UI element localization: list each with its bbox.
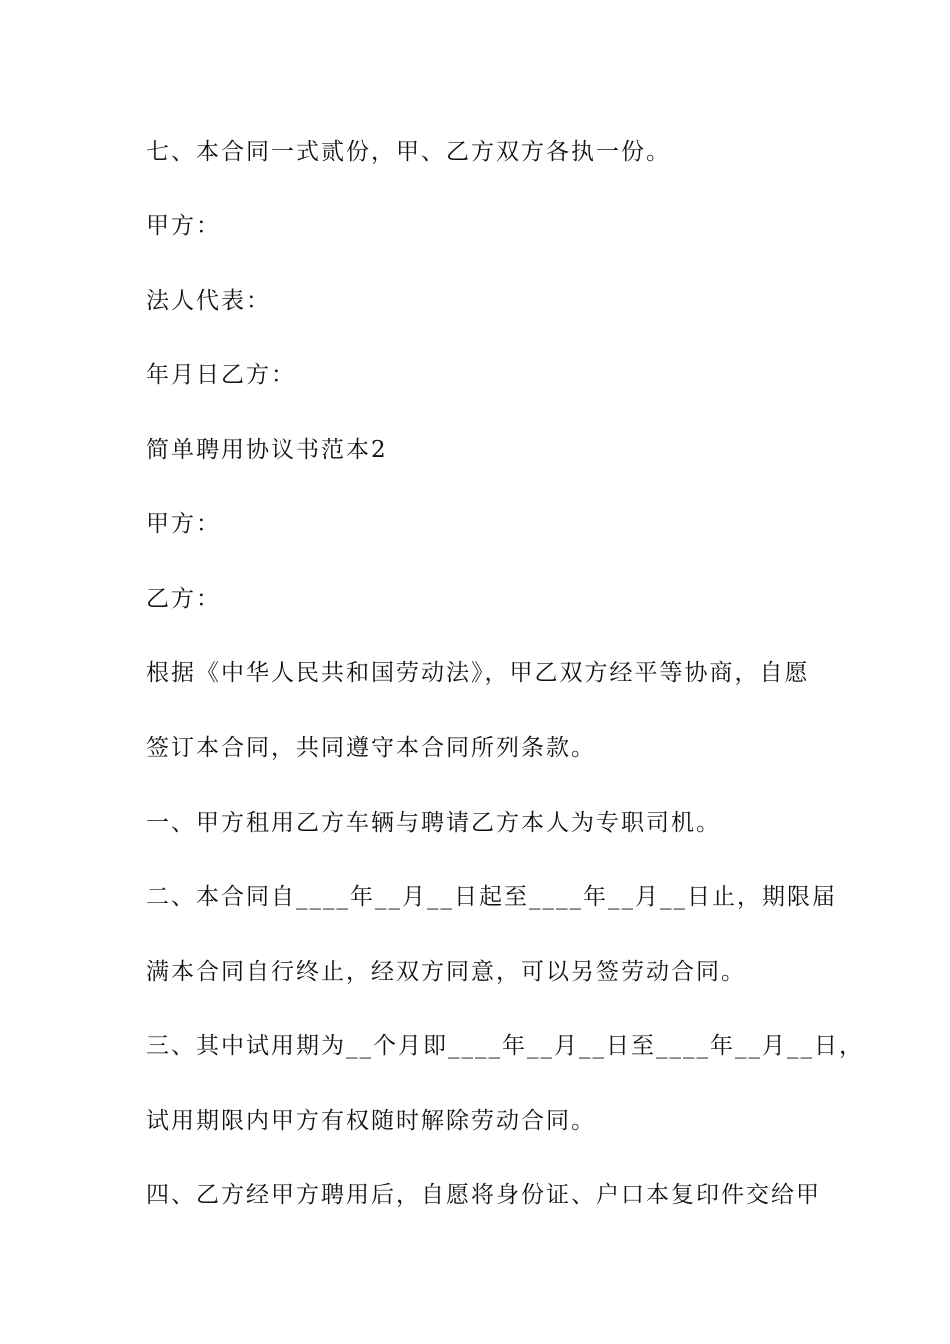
clause-two-line-2: 满本合同自行终止，经双方同意，可以另签劳动合同。 — [146, 959, 746, 985]
preamble-line-2: 签订本合同，共同遵守本合同所列条款。 — [146, 735, 596, 761]
section-title: 简单聘用协议书范本2 — [146, 437, 388, 463]
clause-one: 一、甲方租用乙方车辆与聘请乙方本人为专职司机。 — [146, 810, 721, 836]
party-a-label: 甲方： — [146, 213, 221, 239]
date-party-b-label: 年月日乙方： — [146, 362, 296, 388]
clause-two-line-1: 二、本合同自____年__月__日起至____年__月__日止，期限届 — [146, 884, 837, 910]
preamble-line-1: 根据《中华人民共和国劳动法》，甲乙双方经平等协商，自愿 — [146, 660, 810, 686]
clause-three-line-1: 三、其中试用期为__个月即____年__月__日至____年__月__日， — [146, 1033, 864, 1059]
party-a-label-2: 甲方： — [146, 511, 221, 537]
legal-representative-label: 法人代表： — [146, 288, 271, 314]
clause-four-line-1: 四、乙方经甲方聘用后，自愿将身份证、户口本复印件交给甲 — [146, 1182, 821, 1208]
party-b-label: 乙方： — [146, 586, 221, 612]
clause-seven: 七、本合同一式贰份，甲、乙方双方各执一份。 — [146, 139, 671, 165]
clause-three-line-2: 试用期限内甲方有权随时解除劳动合同。 — [146, 1108, 596, 1134]
